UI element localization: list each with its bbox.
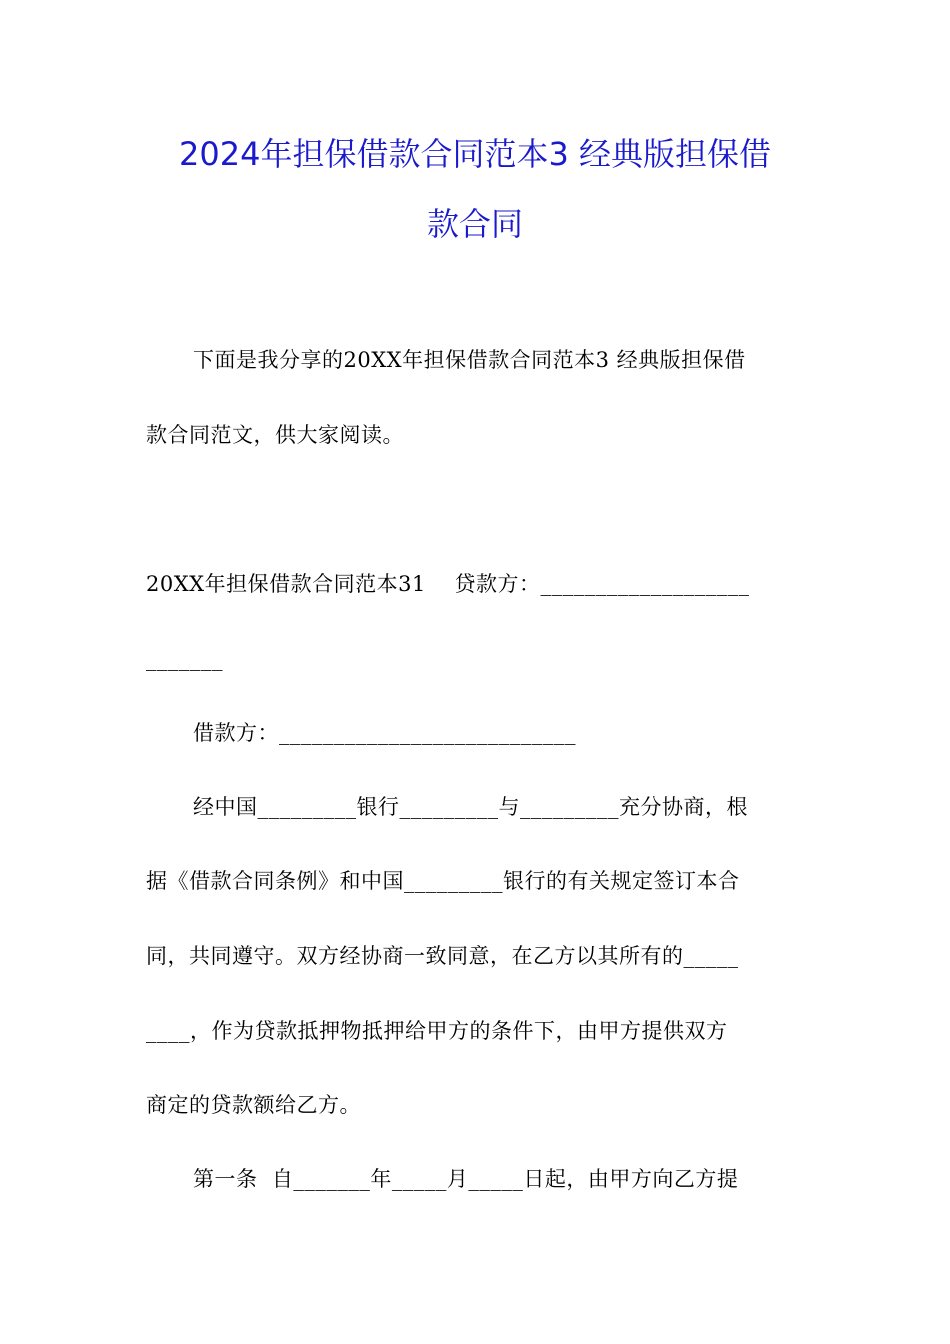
preamble-line-4: ____，作为贷款抵押物抵押给甲方的条件下，由甲方提供双方 bbox=[146, 1019, 728, 1043]
preamble-line-2: 据《借款合同条例》和中国_________银行的有关规定签订本合 bbox=[146, 869, 740, 893]
preamble-line-5: 商定的贷款额给乙方。 bbox=[146, 1093, 361, 1117]
lender-blank-continuation: _______ bbox=[146, 647, 223, 671]
document-title-line-1: 2024年担保借款合同范本3 经典版担保借 bbox=[179, 135, 771, 173]
intro-paragraph-line-1: 下面是我分享的20XX年担保借款合同范本3 经典版担保借 bbox=[193, 348, 746, 372]
article-one-line-1: 第一条 自_______年_____月_____日起，由甲方向乙方提 bbox=[193, 1167, 739, 1191]
preamble-line-1: 经中国_________银行_________与_________充分协商，根 bbox=[193, 795, 748, 819]
preamble-line-3: 同，共同遵守。双方经协商一致同意，在乙方以其所有的_____ bbox=[146, 944, 739, 968]
document-title-line-2: 款合同 bbox=[426, 205, 523, 243]
borrower-line: 借款方：___________________________ bbox=[193, 721, 576, 745]
contract-heading-lender-line: 20XX年担保借款合同范本31 贷款方：___________________ bbox=[146, 572, 750, 596]
intro-paragraph-line-2: 款合同范文，供大家阅读。 bbox=[146, 423, 404, 447]
